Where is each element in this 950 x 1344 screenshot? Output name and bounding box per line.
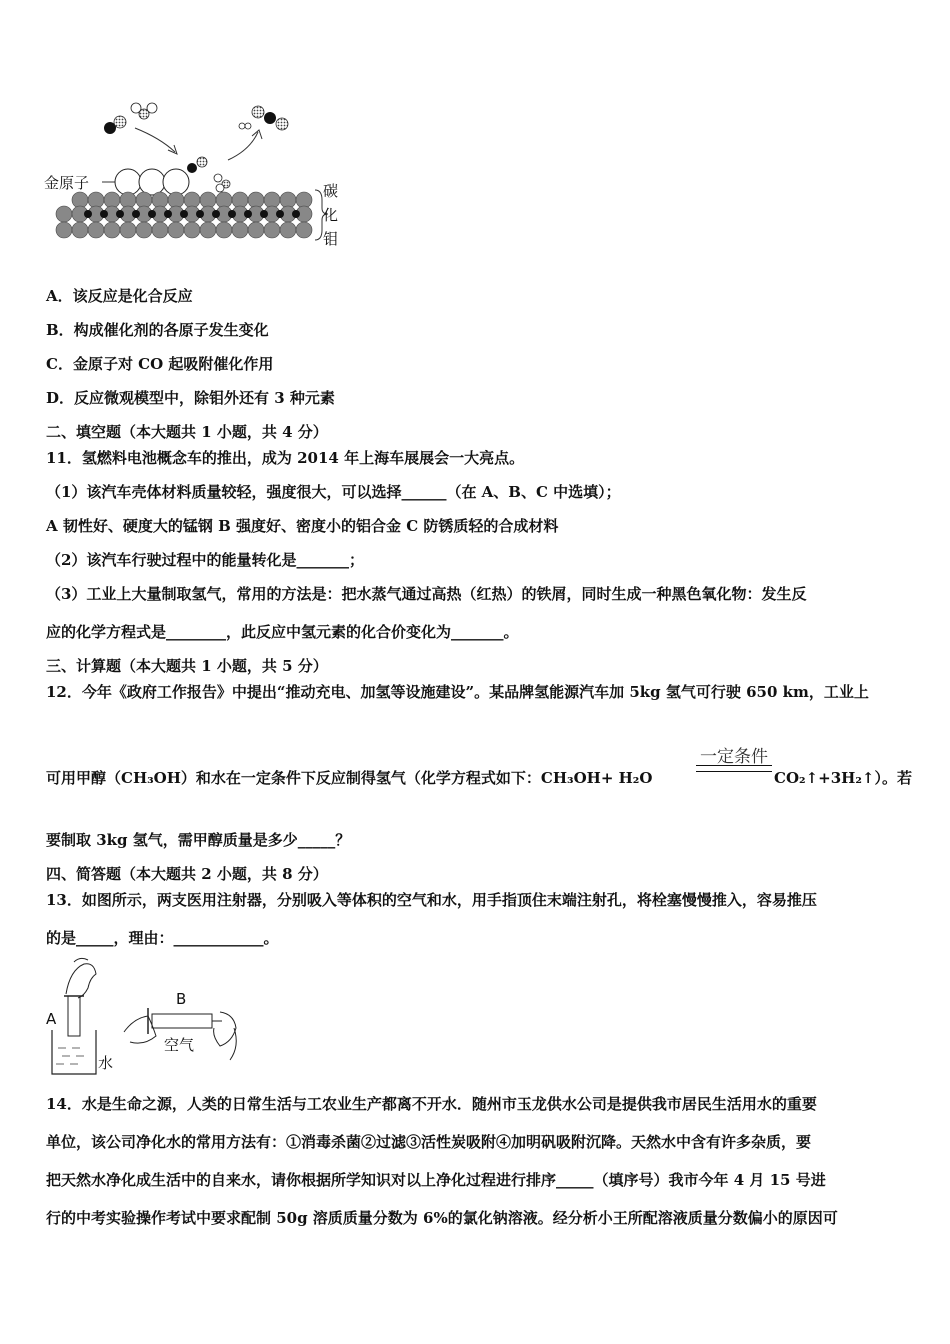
q11-part2: （2）该汽车行驶过程中的能量转化是_______；: [46, 551, 364, 569]
gold-atom-label: 金原子: [44, 174, 90, 192]
q11-stem: 11．氢燃料电池概念车的推出，成为 2014 年上海车展展会一大亮点。: [46, 449, 525, 467]
water-label: 水: [98, 1054, 114, 1072]
q10-option-a: A．该反应是化合反应: [46, 287, 193, 305]
q13-line1: 13．如图所示，两支医用注射器，分别吸入等体积的空气和水，用手指顶住末端注射孔，将栓塞慢慢推入，容易推压: [46, 891, 817, 909]
reaction-equals-sign: [696, 765, 772, 772]
q14-line4: 行的中考实验操作考试中要求配制 50g 溶质质量分数为 6%的氯化钠溶液。经分析小王所配溶液质量分数偏小的原因可: [46, 1209, 838, 1227]
section4-title: 四、简答题（本大题共 2 小题，共 8 分）: [46, 865, 328, 883]
syringe-figure: [44, 956, 244, 1080]
q11-part1: （1）该汽车壳体材料质量较轻，强度很大，可以选择______（在 A、B、C 中选填）；: [46, 483, 621, 501]
q14-line1: 14．水是生命之源，人类的日常生活与工农业生产都离不开水．随州市玉龙供水公司是提供我市居民生活用水的重要: [46, 1095, 817, 1113]
q12-line2-left: 可用甲醇（CH₃OH）和水在一定条件下反应制得氢气（化学方程式如下：CH₃OH+ H₂O: [46, 769, 653, 787]
syringe-diagram: [44, 956, 244, 1080]
q14-line3: 把天然水净化成生活中的自来水，请你根据所学知识对以上净化过程进行排序_____（填序号）我市今年 4 月 15 号进: [46, 1171, 826, 1189]
syringe-b-label: B: [176, 990, 187, 1008]
side-label-2: 化: [323, 206, 339, 224]
catalyst-model-figure: [40, 100, 350, 260]
section2-title: 二、填空题（本大题共 1 小题，共 4 分）: [46, 423, 328, 441]
q14-line2: 单位，该公司净化水的常用方法有：①消毒杀菌②过滤③活性炭吸附④加明矾吸附沉降。天然水中含有许多杂质，要: [46, 1133, 812, 1151]
reaction-condition: 一定条件: [700, 747, 768, 767]
side-label-1: 碳: [323, 182, 339, 200]
q10-option-c: C．金原子对 CO 起吸附催化作用: [46, 355, 274, 373]
q12-line1: 12．今年《政府工作报告》中提出“推动充电、加氢等设施建设”。某品牌氢能源汽车加 5kg 氢气可行驶 650 km，工业上: [46, 683, 869, 701]
q12-line3: 要制取 3kg 氢气，需甲醇质量是多少_____？: [46, 831, 351, 849]
section3-title: 三、计算题（本大题共 1 小题，共 5 分）: [46, 657, 328, 675]
q11-part3-line1: （3）工业上大量制取氢气，常用的方法是：把水蒸气通过高热（红热）的铁屑，同时生成一种黑色氧化物：发生反: [46, 585, 807, 603]
q11-options: A 韧性好、硬度大的锰钢 B 强度好、密度小的铝合金 C 防锈质轻的合成材料: [46, 517, 559, 535]
q11-part3-line2: 应的化学方程式是________，此反应中氢元素的化合价变化为_______。: [46, 623, 519, 641]
q12-line2-right: CO₂↑+3H₂↑）。若: [774, 769, 912, 787]
q13-line2: 的是_____，理由：____________。: [46, 929, 279, 947]
q10-option-b: B．构成催化剂的各原子发生变化: [46, 321, 269, 339]
syringe-a-label: A: [46, 1010, 57, 1028]
q10-option-d: D．反应微观模型中，除钼外还有 3 种元素: [46, 389, 335, 407]
air-label: 空气: [164, 1036, 195, 1054]
side-label-3: 钼: [323, 230, 339, 248]
